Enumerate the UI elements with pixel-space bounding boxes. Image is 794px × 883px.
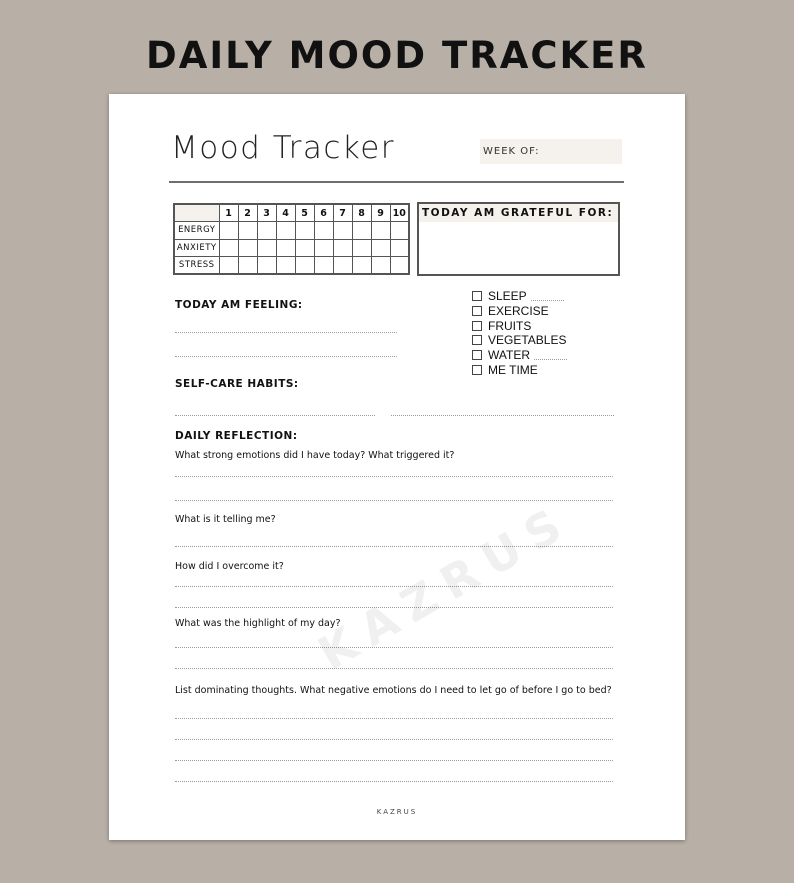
grid-cell[interactable]	[352, 257, 371, 275]
grid-cell[interactable]	[276, 257, 295, 275]
checklist-item-sleep[interactable]	[472, 289, 567, 304]
mood-rating-grid	[173, 203, 410, 275]
fill-in-blank[interactable]	[534, 350, 567, 360]
selfcare-label: SELF-CARE HABITS:	[175, 378, 299, 390]
grid-cell[interactable]	[276, 222, 295, 240]
habit-checklist	[472, 289, 567, 377]
checkbox[interactable]	[472, 350, 482, 360]
feeling-line[interactable]	[175, 332, 397, 333]
reflection-question: What strong emotions did I have today? What triggered it?	[175, 450, 455, 461]
grid-header-row	[174, 204, 409, 222]
banner-title: DAILY MOOD TRACKER	[146, 34, 648, 77]
checklist-label: FRUITS	[488, 318, 532, 333]
grid-cell[interactable]	[295, 257, 314, 275]
week-of-field[interactable]	[480, 139, 622, 164]
sheet-title: Mood Tracker	[171, 130, 396, 166]
checklist-label: WATER	[488, 348, 530, 363]
grid-cell[interactable]	[314, 239, 333, 257]
grateful-label: TODAY AM GRATEFUL FOR:	[422, 207, 614, 219]
watermark: KAZRUS	[309, 492, 581, 681]
checklist-label: VEGETABLES	[488, 333, 567, 348]
reflection-question: List dominating thoughts. What negative emotions do I need to let go of before I go to bed?	[175, 685, 612, 696]
grid-row-anxiety	[174, 239, 409, 257]
week-of-label: WEEK OF:	[483, 146, 540, 157]
grid-col-1: 1	[219, 204, 238, 222]
grid-cell[interactable]	[352, 239, 371, 257]
answer-line[interactable]	[175, 668, 613, 669]
grid-cell[interactable]	[276, 239, 295, 257]
checklist-item-water[interactable]	[472, 348, 567, 363]
checkbox[interactable]	[472, 306, 482, 316]
grid-col-6: 6	[314, 204, 333, 222]
checkbox[interactable]	[472, 291, 482, 301]
grid-cell[interactable]	[314, 257, 333, 275]
checklist-label: SLEEP	[488, 289, 527, 304]
grateful-box[interactable]	[417, 202, 620, 276]
checkbox[interactable]	[472, 321, 482, 331]
checkbox[interactable]	[472, 335, 482, 345]
grid-col-7: 7	[333, 204, 352, 222]
title-divider	[169, 181, 624, 183]
checklist-label: ME TIME	[488, 362, 538, 377]
grid-cell[interactable]	[257, 222, 276, 240]
grid-cell[interactable]	[295, 222, 314, 240]
grid-cell[interactable]	[257, 257, 276, 275]
grid-cell[interactable]	[352, 222, 371, 240]
checklist-item-exercise[interactable]	[472, 304, 567, 319]
grid-cell[interactable]	[238, 257, 257, 275]
grid-cell[interactable]	[295, 239, 314, 257]
grid-row-energy	[174, 222, 409, 240]
grid-col-3: 3	[257, 204, 276, 222]
grid-cell[interactable]	[238, 239, 257, 257]
reflection-question: What is it telling me?	[175, 514, 276, 525]
grid-cell[interactable]	[390, 239, 409, 257]
footer-brand: KAZRUS	[376, 808, 418, 816]
selfcare-line[interactable]	[391, 415, 614, 416]
checklist-item-fruits[interactable]	[472, 318, 567, 333]
grid-cell[interactable]	[390, 257, 409, 275]
answer-line[interactable]	[175, 760, 613, 761]
reflection-label: DAILY REFLECTION:	[175, 430, 298, 442]
answer-line[interactable]	[175, 476, 613, 477]
reflection-question: How did I overcome it?	[175, 561, 284, 572]
grid-cell[interactable]	[333, 239, 352, 257]
grid-col-4: 4	[276, 204, 295, 222]
grid-cell[interactable]	[219, 222, 238, 240]
reflection-question: What was the highlight of my day?	[175, 618, 341, 629]
grid-cell[interactable]	[371, 222, 390, 240]
checkbox[interactable]	[472, 365, 482, 375]
grid-cell[interactable]	[371, 239, 390, 257]
answer-line[interactable]	[175, 739, 613, 740]
grid-cell[interactable]	[314, 222, 333, 240]
grid-col-8: 8	[352, 204, 371, 222]
answer-line[interactable]	[175, 718, 613, 719]
checklist-item-vegetables[interactable]	[472, 333, 567, 348]
grid-row-label: STRESS	[174, 257, 219, 275]
selfcare-line[interactable]	[175, 415, 375, 416]
fill-in-blank[interactable]	[531, 291, 564, 301]
grid-cell[interactable]	[333, 257, 352, 275]
grid-col-2: 2	[238, 204, 257, 222]
grid-cell[interactable]	[238, 222, 257, 240]
grid-cell[interactable]	[390, 222, 409, 240]
grid-cell[interactable]	[333, 222, 352, 240]
checklist-item-me-time[interactable]	[472, 362, 567, 377]
grid-col-10: 10	[390, 204, 409, 222]
grid-cell[interactable]	[219, 257, 238, 275]
grid-row-label: ENERGY	[174, 222, 219, 240]
grid-cell[interactable]	[219, 239, 238, 257]
checklist-label: EXERCISE	[488, 304, 549, 319]
grid-cell[interactable]	[371, 257, 390, 275]
grid-corner	[174, 204, 219, 222]
grid-col-9: 9	[371, 204, 390, 222]
grid-row-label: ANXIETY	[174, 239, 219, 257]
feeling-line[interactable]	[175, 356, 397, 357]
tracker-sheet	[109, 94, 685, 840]
grid-col-5: 5	[295, 204, 314, 222]
grid-row-stress	[174, 257, 409, 275]
feeling-label: TODAY AM FEELING:	[175, 299, 303, 311]
grid-cell[interactable]	[257, 239, 276, 257]
answer-line[interactable]	[175, 781, 613, 782]
